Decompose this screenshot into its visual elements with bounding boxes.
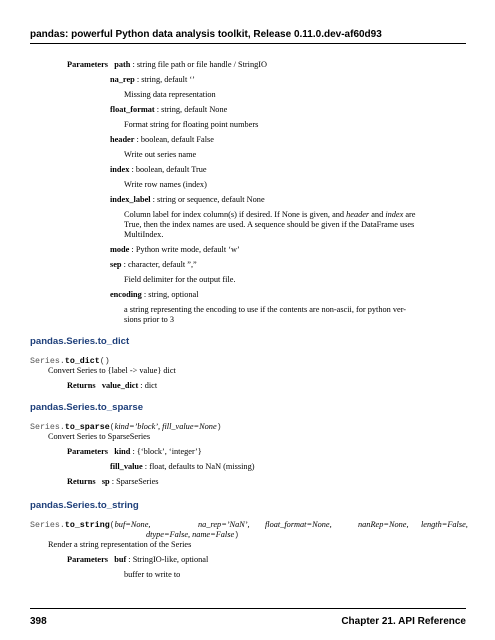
footer-rule bbox=[30, 608, 466, 609]
param-name: fill_value bbox=[110, 462, 143, 471]
param-name: kind bbox=[114, 447, 131, 456]
section-heading-to-sparse: pandas.Series.to_sparse bbox=[30, 402, 144, 413]
param-mode bbox=[110, 245, 240, 255]
param-type: : string file path or file handle / StringIO bbox=[130, 60, 268, 69]
sig-function: to_sparse bbox=[64, 423, 110, 432]
chapter-title: Chapter 21. API Reference bbox=[341, 616, 466, 627]
param-type: : float, defaults to NaN (missing) bbox=[142, 462, 255, 471]
summary: Convert Series to {label -> value} dict bbox=[48, 366, 176, 375]
param-desc: Write row names (index) bbox=[124, 180, 207, 189]
param-desc-line: True, then the index names are used. A sequence should be given if the DataFrame uses bbox=[124, 220, 415, 229]
param-index bbox=[110, 165, 207, 175]
parameters-label: Parameters bbox=[67, 60, 108, 69]
param-desc: Write out series name bbox=[124, 150, 197, 159]
signature-continuation bbox=[146, 530, 239, 540]
sig-arg: length=False, bbox=[421, 520, 468, 529]
section-heading-to-dict: pandas.Series.to_dict bbox=[30, 336, 130, 347]
param-encoding bbox=[110, 290, 199, 300]
sig-arg: buf=None, bbox=[114, 520, 151, 529]
param-na-rep bbox=[110, 75, 195, 85]
param-desc: Field delimiter for the output file. bbox=[124, 275, 236, 284]
param-name: buf bbox=[114, 555, 127, 564]
section-heading-to-string: pandas.Series.to_string bbox=[30, 500, 139, 511]
sig-open-paren: ( bbox=[109, 521, 115, 530]
param-desc-line bbox=[124, 210, 415, 220]
sig-args: kind=’block’, fill_value=None bbox=[114, 422, 217, 431]
param-desc-line: MultiIndex. bbox=[124, 230, 164, 239]
parameters-label: Parameters bbox=[67, 555, 108, 564]
sig-open-paren: ( bbox=[109, 423, 115, 432]
param-type: : string, default ‘’ bbox=[134, 75, 195, 84]
param-desc: buffer to write to bbox=[124, 570, 181, 579]
param-name: encoding bbox=[110, 290, 142, 299]
param-path bbox=[67, 60, 267, 70]
page-number: 398 bbox=[30, 616, 47, 627]
returns-to-dict bbox=[67, 381, 157, 391]
header-rule bbox=[30, 43, 466, 44]
param-name: index bbox=[110, 165, 130, 174]
sig-function: to_dict bbox=[64, 357, 100, 366]
param-desc-line: a string representing the encoding to use if the contents are non-ascii, for python ver- bbox=[124, 305, 407, 314]
parameters-label: Parameters bbox=[67, 447, 108, 456]
param-index-label bbox=[110, 195, 265, 205]
signature-to-string bbox=[30, 520, 150, 530]
param-desc: Format string for floating point numbers bbox=[124, 120, 259, 129]
sig-close-paren: ) bbox=[234, 531, 240, 540]
param-desc: Missing data representation bbox=[124, 90, 216, 99]
desc-text: Column label for index column(s) if desired. If None is given, and bbox=[124, 210, 347, 219]
returns-label: Returns bbox=[67, 381, 96, 390]
param-name: na_rep bbox=[110, 75, 135, 84]
param-desc-line: sions prior to 3 bbox=[124, 315, 175, 324]
return-type: : SparseSeries bbox=[109, 477, 159, 486]
param-type: : string, default None bbox=[154, 105, 228, 114]
sig-args: () bbox=[99, 357, 110, 366]
param-kind bbox=[67, 447, 202, 457]
param-type: : boolean, default False bbox=[134, 135, 214, 144]
param-type: : StringIO-like, optional bbox=[126, 555, 209, 564]
param-type: : {‘block’, ‘integer’} bbox=[130, 447, 202, 456]
param-type: : Python write mode, default ‘w’ bbox=[129, 245, 240, 254]
param-sep bbox=[110, 260, 197, 270]
param-name: mode bbox=[110, 245, 130, 254]
param-type: : character, default ”,” bbox=[121, 260, 197, 269]
summary: Convert Series to SparseSeries bbox=[48, 432, 151, 441]
sig-function: to_string bbox=[64, 521, 110, 530]
desc-text: and bbox=[369, 210, 386, 219]
param-name: sep bbox=[110, 260, 122, 269]
returns-to-sparse bbox=[67, 477, 159, 487]
param-buf bbox=[67, 555, 208, 565]
sig-arg: dtype=False, name=False bbox=[146, 530, 235, 539]
sig-arg: float_format=None, bbox=[265, 520, 332, 529]
param-header bbox=[110, 135, 214, 145]
return-name: value_dict bbox=[101, 381, 139, 390]
param-type: : string or sequence, default None bbox=[150, 195, 265, 204]
sig-arg: nanRep=None, bbox=[358, 520, 409, 529]
running-header: pandas: powerful Python data analysis toolkit, Release 0.11.0.dev-af60d93 bbox=[30, 29, 382, 40]
sig-class: Series. bbox=[30, 521, 65, 530]
desc-emphasis: index bbox=[385, 210, 404, 219]
param-name: index_label bbox=[110, 195, 151, 204]
param-type: : boolean, default True bbox=[129, 165, 207, 174]
summary: Render a string representation of the Series bbox=[48, 540, 192, 549]
param-name: path bbox=[114, 60, 131, 69]
signature-to-sparse bbox=[30, 422, 222, 432]
sig-class: Series. bbox=[30, 357, 65, 366]
sig-arg: na_rep=’NaN’, bbox=[198, 520, 250, 529]
param-name: float_format bbox=[110, 105, 155, 114]
desc-text: are bbox=[403, 210, 416, 219]
return-name: sp bbox=[101, 477, 110, 486]
signature-to-dict bbox=[30, 356, 110, 366]
param-type: : string, optional bbox=[141, 290, 199, 299]
return-type: : dict bbox=[138, 381, 158, 390]
sig-class: Series. bbox=[30, 423, 65, 432]
sig-close-paren: ) bbox=[216, 423, 222, 432]
desc-emphasis: header bbox=[346, 210, 370, 219]
param-name: header bbox=[110, 135, 135, 144]
param-fill-value bbox=[110, 462, 255, 472]
param-float-format bbox=[110, 105, 227, 115]
returns-label: Returns bbox=[67, 477, 96, 486]
